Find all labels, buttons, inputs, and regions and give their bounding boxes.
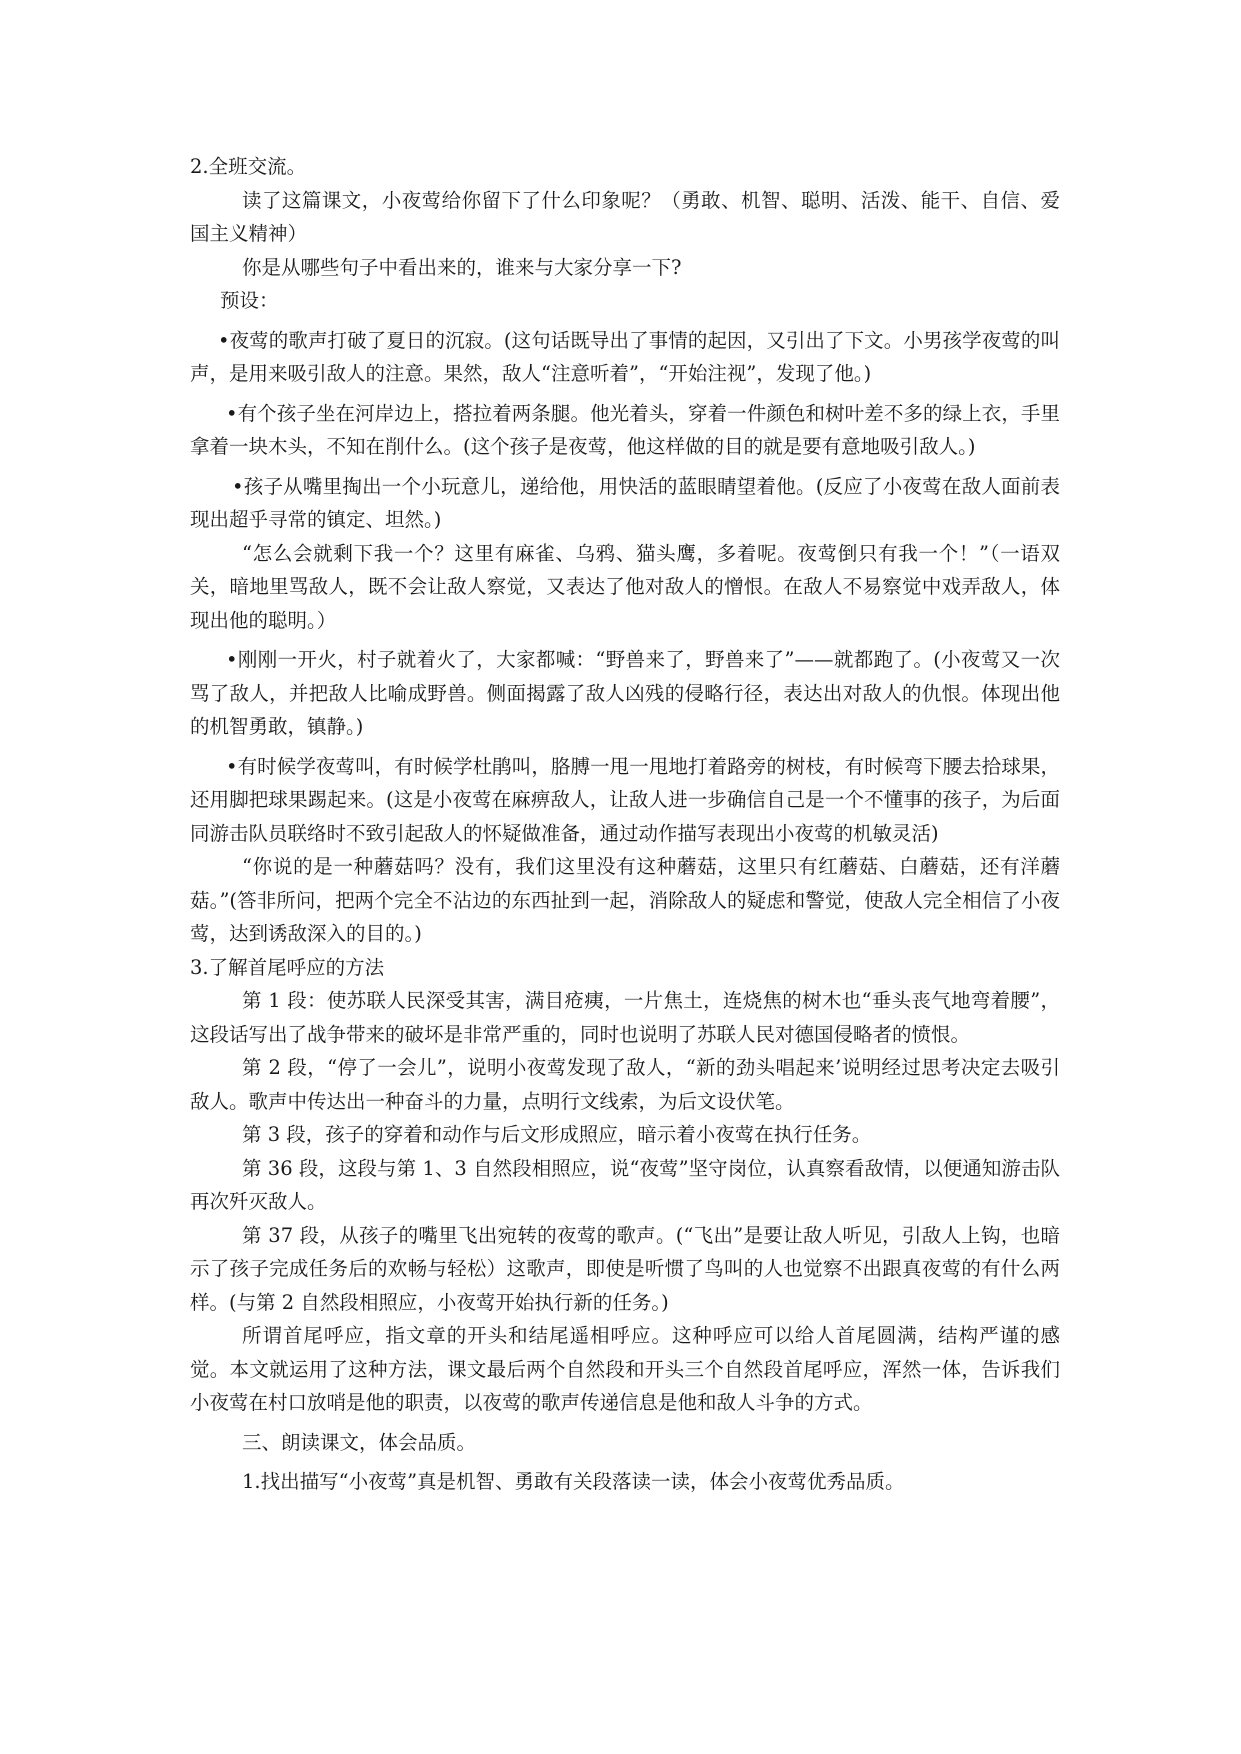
- paragraph-only-one-nightingale: “怎么会就剩下我一个？这里有麻雀、乌鸦、猫头鹰，多着呢。夜莺倒只有我一个！”（一语双关，暗地里骂敌人，既不会让敌人察觉，又表达了他对敌人的憎恨。在敌人不易察觉中戏弄敌人，体现出他的聪明。）: [190, 541, 1060, 632]
- paragraph-section-36: 第 36 段，这段与第 1、3 自然段相照应，说“夜莺”坚守岗位，认真察看敌情，以便通知游击队再次歼灭敌人。: [190, 1156, 1060, 1213]
- bullet-nightingale-song: •夜莺的歌声打破了夏日的沉寂。(这句话既导出了事情的起因，又引出了下文。小男孩学夜莺的叫声，是用来吸引敌人的注意。果然，敌人“注意听着”，“开始注视”，发现了他。): [190, 328, 1060, 385]
- bullet-imitate-birds: •有时候学夜莺叫，有时候学杜鹃叫，胳膊一甩一甩地打着路旁的树枝，有时候弯下腰去拾球果，还用脚把球果踢起来。(这是小夜莺在麻痹敌人，让敌人进一步确信自己是一个不懂事的孩子，为后面同游击队员联络时不致引起敌人的怀疑做准备，通过动作描写表现出小夜莺的机敏灵活): [190, 754, 1060, 845]
- paragraph-echo-definition: 所谓首尾呼应，指文章的开头和结尾遥相呼应。这种呼应可以给人首尾圆满，结构严谨的感觉。本文就运用了这种方法，课文最后两个自然段和开头三个自然段首尾呼应，浑然一体，告诉我们小夜莺在村口放哨是他的职责，以夜莺的歌声传递信息是他和敌人斗争的方式。: [190, 1324, 1060, 1414]
- bullet-village-fire: •刚刚一开火，村子就着火了，大家都喊：“野兽来了，野兽来了”——就都跑了。(小夜莺又一次骂了敌人，并把敌人比喻成野兽。侧面揭露了敌人凶残的侵略行径，表达出对敌人的仇恨。体现出他的机智勇敢，镇静。): [190, 648, 1060, 738]
- bullet-child-riverbank: •有个孩子坐在河岸边上，搭拉着两条腿。他光着头，穿着一件颜色和树叶差不多的绿上衣，手里拿着一块木头，不知在削什么。(这个孩子是夜莺，他这样做的目的就是要有意地吸引敌人。): [190, 401, 1060, 458]
- paragraph-question-sentences: 你是从哪些句子中看出来的，谁来与大家分享一下?: [242, 255, 682, 279]
- paragraph-preset-label: 预设：: [220, 289, 279, 312]
- paragraph-section-2: 第 2 段，“停了一会儿”，说明小夜莺发现了敌人，“新的劲头唱起来’说明经过思考决定去吸引敌人。歌声中传达出一种奋斗的力量，点明行文线索，为后文设伏笔。: [190, 1056, 1060, 1113]
- document-body: [190, 150, 1060, 1499]
- paragraph-section-3: 第 3 段，孩子的穿着和动作与后文形成照应，暗示着小夜莺在执行任务。: [242, 1123, 872, 1146]
- paragraph-section-37: 第 37 段，从孩子的嘴里飞出宛转的夜莺的歌声。(“飞出”是要让敌人听见，引敌人上钩，也暗示了孩子完成任务后的欢畅与轻松）这歌声，即使是听惯了鸟叫的人也觉察不出跟真夜莺的有什么两样。(与第 2 自然段相照应，小夜莺开始执行新的任务。): [190, 1223, 1060, 1314]
- paragraph-section-1: 第 1 段：使苏联人民深受其害，满目疮痍，一片焦土，连烧焦的树木也“垂头丧气地弯着腰”，这段话写出了战争带来的破坏是非常严重的，同时也说明了苏联人民对德国侵略者的愤恨。: [190, 989, 1060, 1046]
- bullet-child-toy: •孩子从嘴里掏出一个小玩意儿，递给他，用快活的蓝眼睛望着他。(反应了小夜莺在敌人面前表现出超乎寻常的镇定、坦然。): [190, 474, 1060, 531]
- paragraph-find-passages: 1.找出描写“小夜莺”真是机智、勇敢有关段落读一读，体会小夜莺优秀品质。: [242, 1470, 905, 1493]
- heading-read-aloud: 三、朗读课文，体会品质。: [242, 1430, 477, 1454]
- paragraph-question-impression: 读了这篇课文，小夜莺给你留下了什么印象呢？（勇敢、机智、聪明、活泼、能干、自信、爱国主义精神）: [190, 188, 1060, 245]
- heading-class-discussion: 2.全班交流。: [190, 155, 307, 178]
- heading-echo-method: 3.了解首尾呼应的方法: [190, 955, 385, 979]
- paragraph-mushroom-answer: “你说的是一种蘑菇吗？没有，我们这里没有这种蘑菇，这里只有红蘑菇、白蘑菇，还有洋蘑菇。”(答非所问，把两个完全不沾边的东西扯到一起，消除敌人的疑虑和警觉，使敌人完全相信了小夜莺，达到诱敌深入的目的。): [190, 855, 1060, 945]
